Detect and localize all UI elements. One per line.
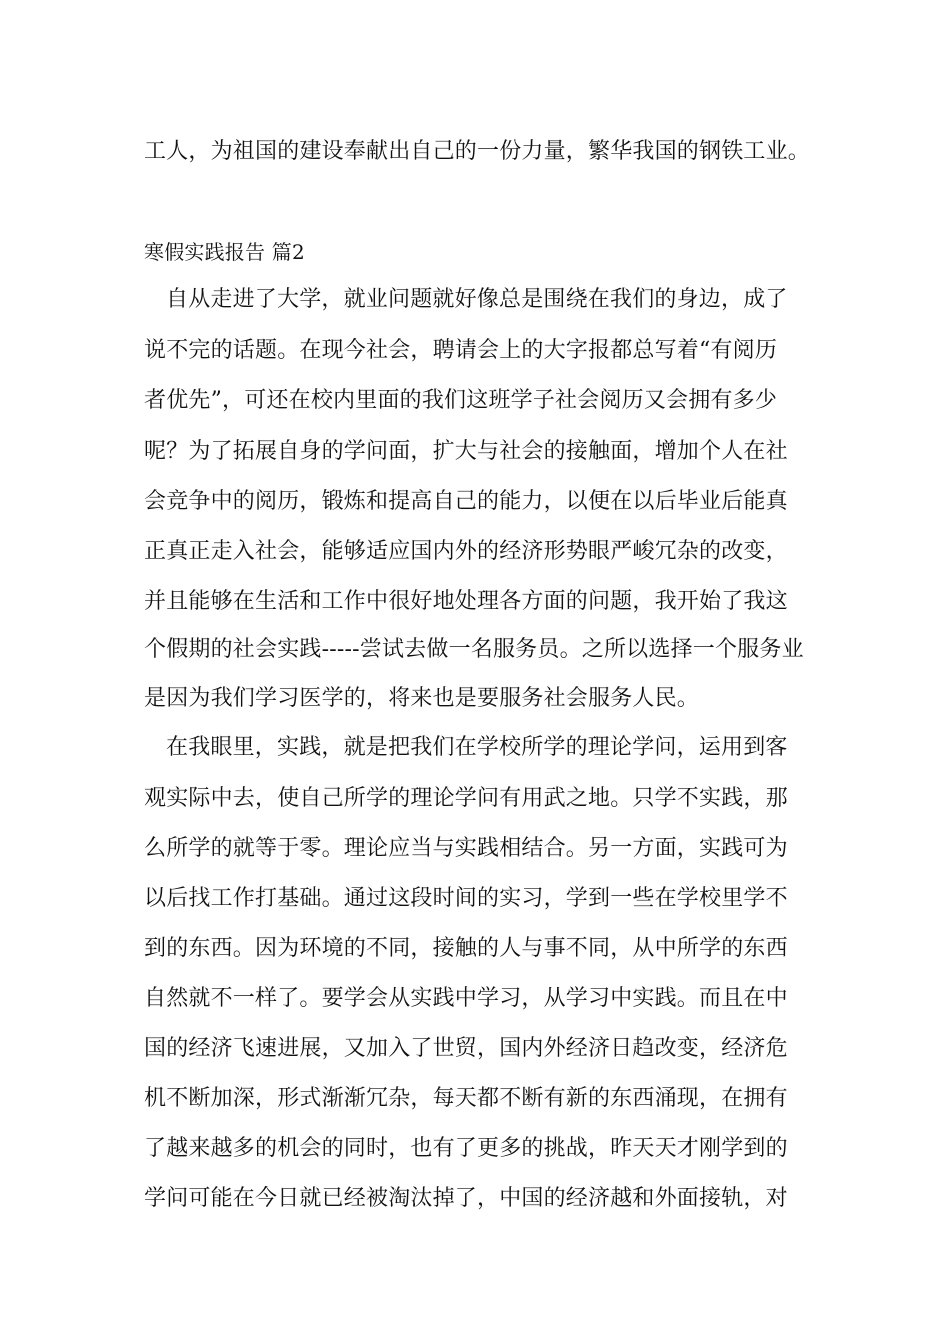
paragraph-line: 到的东西。因为环境的不同，接触的人与事不同，从中所学的东西 — [144, 936, 788, 961]
section-title: 寒假实践报告 篇2 — [144, 240, 305, 264]
lead-line: 工人，为祖国的建设奉献出自己的一份力量，繁华我国的钢铁工业。 — [144, 139, 811, 164]
paragraph-line: 并且能够在生活和工作中很好地处理各方面的问题，我开始了我这 — [144, 589, 788, 614]
paragraph-line: 机不断加深，形式渐渐冗杂，每天都不断有新的东西涌现，在拥有 — [144, 1086, 788, 1111]
paragraph-line: 国的经济飞速进展，又加入了世贸，国内外经济日趋改变，经济危 — [144, 1036, 788, 1061]
paragraph-line: 者优先”，可还在校内里面的我们这班学子社会阅历又会拥有多少 — [144, 388, 778, 413]
paragraph-line: 了越来越多的机会的同时，也有了更多的挑战，昨天天才刚学到的 — [144, 1136, 788, 1161]
paragraph-line: 么所学的就等于零。理论应当与实践相结合。另一方面，实践可为 — [144, 836, 788, 861]
paragraph-line: 说不完的话题。在现今社会，聘请会上的大字报都总写着“有阅历 — [144, 338, 778, 363]
paragraph-line: 自从走进了大学，就业问题就好像总是围绕在我们的身边，成了 — [166, 287, 788, 312]
paragraph-line: 正真正走入社会，能够适应国内外的经济形势眼严峻冗杂的改变， — [144, 539, 788, 564]
paragraph-line: 学问可能在今日就已经被淘汰掉了，中国的经济越和外面接轨，对 — [144, 1186, 788, 1211]
paragraph-line: 会竞争中的阅历，锻炼和提高自己的能力，以便在以后毕业后能真 — [144, 489, 788, 514]
paragraph-line: 是因为我们学习医学的，将来也是要服务社会服务人民。 — [144, 686, 700, 711]
paragraph-line: 观实际中去，使自己所学的理论学问有用武之地。只学不实践，那 — [144, 786, 788, 811]
paragraph-line: 个假期的社会实践-----尝试去做一名服务员。之所以选择一个服务业 — [144, 637, 804, 662]
paragraph-line: 自然就不一样了。要学会从实践中学习，从学习中实践。而且在中 — [144, 986, 788, 1011]
paragraph-line: 在我眼里，实践，就是把我们在学校所学的理论学问，运用到客 — [166, 735, 788, 760]
paragraph-line: 以后找工作打基础。通过这段时间的实习，学到一些在学校里学不 — [144, 886, 788, 911]
paragraph-line: 呢？为了拓展自身的学问面，扩大与社会的接触面，增加个人在社 — [144, 439, 788, 464]
